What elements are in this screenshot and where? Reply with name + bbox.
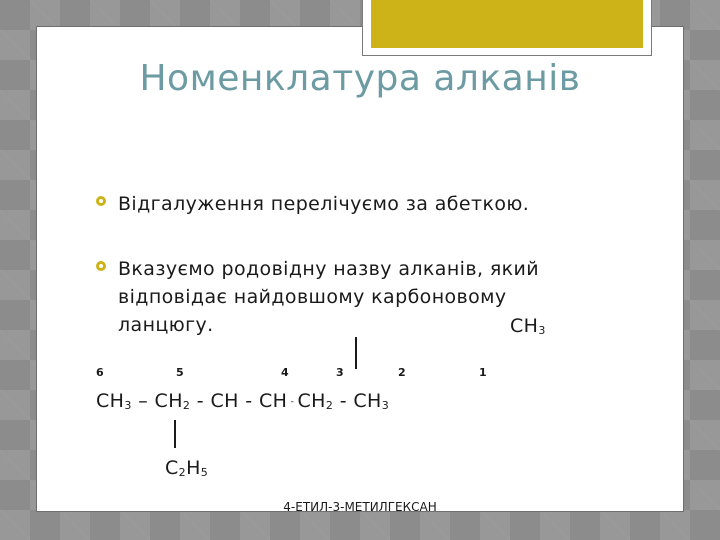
carbon-number: 5 (176, 366, 184, 379)
accent-tab (362, 0, 652, 56)
carbon-number: 4 (281, 366, 289, 379)
bullet-item (96, 190, 596, 218)
carbon-number: 1 (479, 366, 487, 379)
accent-bar (371, 0, 643, 48)
bond-vertical-top (355, 337, 357, 369)
compound-name-caption: 4-ЕТИЛ-3-МЕТИЛГЕКСАН (283, 500, 437, 514)
carbon-number: 6 (96, 366, 104, 379)
carbon-number: 2 (398, 366, 406, 379)
ethyl-branch: $C_2H_5$ (165, 457, 209, 479)
bullet-text: Вказуємо родовідну назву алканів, який відповідає найдовшому карбоновому ланцюгу. (118, 258, 540, 336)
main-chain-formula: $CH_3 - CH_2$ - CH - CH - $CH_2 - CH_3$ (96, 390, 390, 412)
bullet-ring-icon (96, 196, 106, 206)
slide-title: Номенклатура алканів (139, 58, 581, 99)
bullet-text: Відгалуження перелічуємо за абеткою. (118, 193, 530, 215)
bond-vertical-bottom (174, 420, 176, 448)
carbon-number: 3 (336, 366, 344, 379)
bullet-ring-icon (96, 261, 106, 271)
methyl-branch: $CH_3$ (510, 315, 546, 337)
